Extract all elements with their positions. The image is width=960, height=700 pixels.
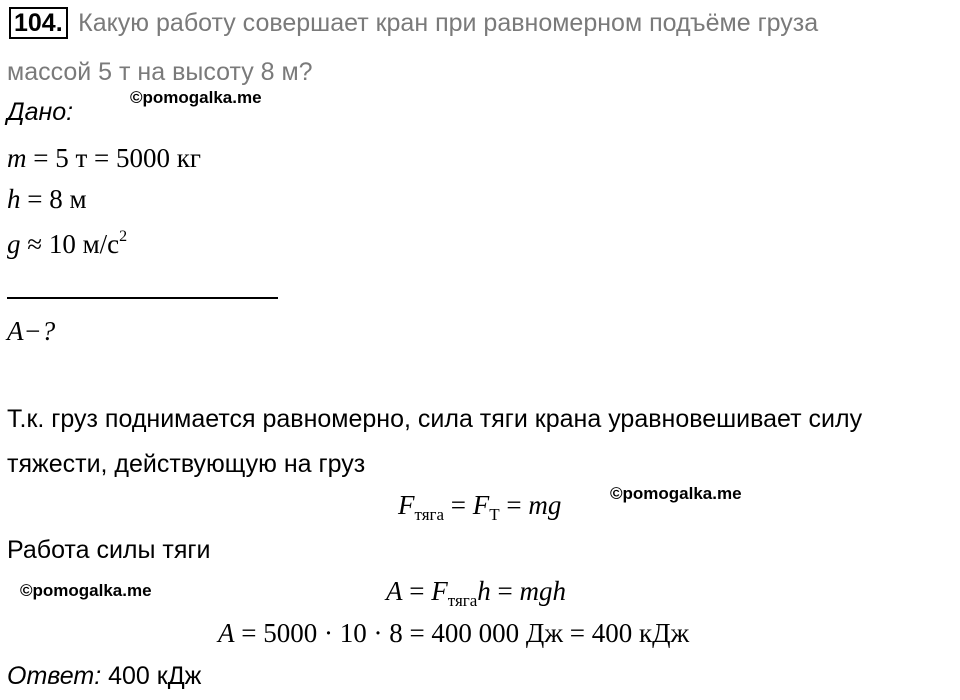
gravity-subscript: Т — [489, 505, 500, 524]
given-height — [7, 184, 87, 215]
problem-text-line1: Какую работу совершает кран при равномерном подъёме груза — [78, 9, 819, 37]
equals-sign: = — [490, 576, 520, 606]
watermark: ©pomogalka.me — [130, 88, 262, 107]
height-symbol: h — [477, 576, 491, 606]
equals-sign: = — [499, 490, 529, 520]
problem-text-line2: массой 5 т на высоту 8 м? — [7, 58, 313, 86]
given-divider — [7, 297, 278, 299]
answer-value: 400 кДж — [101, 662, 202, 690]
formula-calculation — [218, 618, 689, 649]
watermark: ©pomogalka.me — [610, 484, 742, 503]
explanation-line2: тяжести, действующую на груз — [7, 450, 366, 478]
gravity-force-symbol: F — [472, 490, 490, 520]
work-symbol: A — [218, 618, 235, 648]
height-variable: h — [7, 184, 21, 214]
gravity-value: ≈ 10 м/с — [20, 229, 120, 259]
traction-subscript: тяга — [447, 591, 478, 610]
mg-product: mg — [528, 490, 562, 520]
equals-sign: = — [444, 490, 473, 520]
given-mass — [7, 143, 201, 174]
problem-number: 104. — [9, 7, 68, 39]
mass-variable: m — [7, 143, 27, 173]
answer-label: Ответ: — [7, 662, 102, 690]
find-quantity: A−? — [7, 316, 56, 346]
height-value: = 8 м — [20, 184, 87, 214]
formula-traction-force — [398, 490, 561, 525]
formula-work — [386, 576, 566, 611]
work-symbol: A — [386, 576, 403, 606]
watermark: ©pomogalka.me — [20, 581, 152, 600]
calculation-result: = 5000 · 10 · 8 = 400 000 Дж = 400 кДж — [234, 618, 690, 648]
mgh-product: mgh — [519, 576, 567, 606]
mass-value: = 5 т = 5000 кг — [26, 143, 201, 173]
traction-subscript: тяга — [414, 505, 445, 524]
gravity-power: 2 — [119, 228, 128, 245]
work-label: Работа силы тяги — [7, 536, 211, 564]
gravity-variable: g — [7, 229, 21, 259]
equals-sign: = — [402, 576, 432, 606]
force-symbol: F — [431, 576, 448, 606]
given-gravity — [7, 228, 127, 260]
explanation-line1: Т.к. груз поднимается равномерно, сила тяги крана уравновешивает силу — [7, 405, 863, 433]
problem-header — [9, 9, 818, 38]
answer — [7, 662, 201, 691]
given-label: Дано: — [7, 98, 74, 126]
force-symbol: F — [398, 490, 415, 520]
